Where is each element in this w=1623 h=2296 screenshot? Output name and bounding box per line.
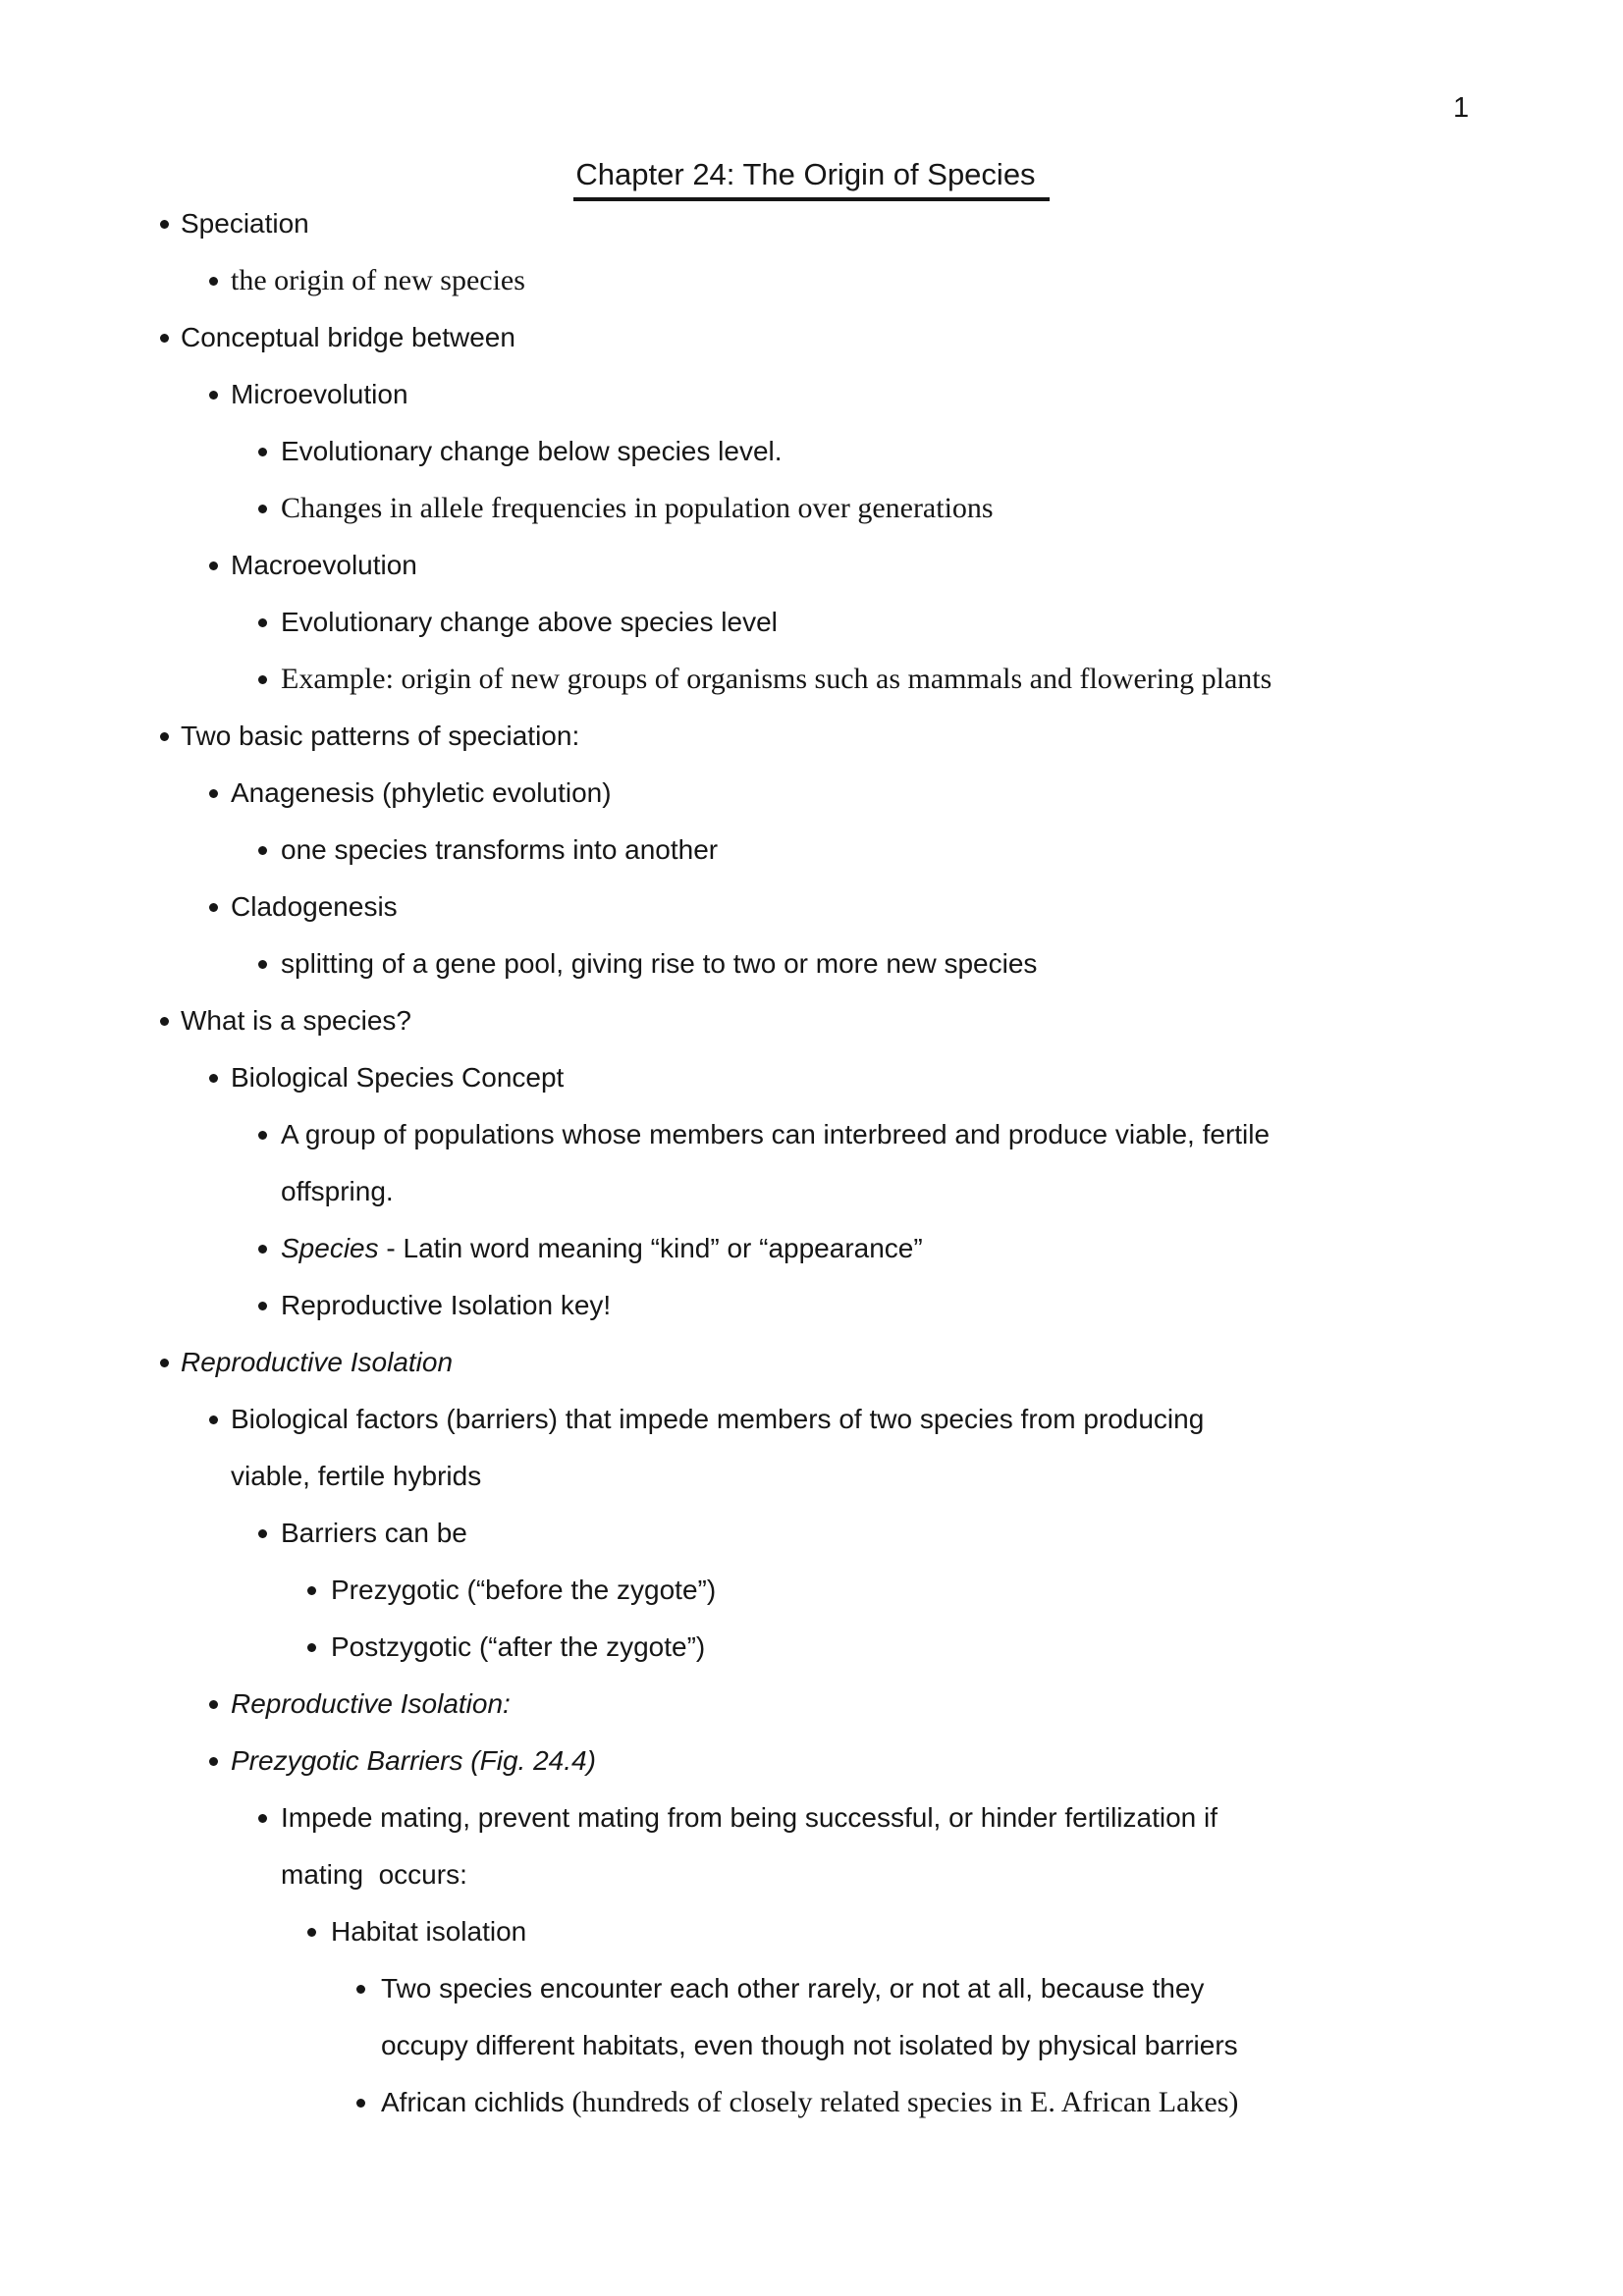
outline-line [281, 1846, 1623, 1903]
outline-item [0, 1049, 1623, 1106]
outline-text: Reproductive Isolation [181, 1347, 454, 1377]
page-title-text: Chapter 24: The Origin of Species [573, 157, 1049, 201]
bullet-icon [307, 1586, 316, 1595]
outline-line [181, 195, 1623, 252]
outline-line [331, 1619, 1623, 1676]
outline-text: mating occurs: [281, 1859, 467, 1890]
outline-item [0, 1277, 1623, 1334]
outline-item [0, 1676, 1623, 1733]
outline-text: one species transforms into another [281, 834, 719, 865]
outline-text: Microevolution [231, 379, 408, 409]
bullet-icon [209, 1757, 218, 1766]
outline-item [0, 1733, 1623, 1789]
outline-line [281, 822, 1623, 879]
bullet-icon [160, 334, 169, 343]
outline-item [0, 480, 1623, 537]
bullet-icon [209, 903, 218, 912]
outline-line [181, 1334, 1623, 1391]
outline-line [231, 252, 1623, 309]
outline-item [0, 1106, 1623, 1220]
outline-text: A group of populations whose members can interbreed and produce viable, fertile [281, 1119, 1271, 1149]
outline-line [231, 1733, 1623, 1789]
outline-item [0, 935, 1623, 992]
outline-text: Conceptual bridge between [181, 322, 515, 352]
outline-item [0, 651, 1623, 708]
outline-item [0, 1220, 1623, 1277]
outline-item [0, 879, 1623, 935]
bullet-icon [209, 277, 218, 286]
outline-line [231, 1448, 1623, 1505]
page-number: 1 [1453, 92, 1470, 124]
outline-line [281, 651, 1623, 708]
outline-item [0, 822, 1623, 879]
outline-text: Example: origin of new groups of organisms such as mammals and flowering plants [281, 663, 1272, 695]
outline-item [0, 594, 1623, 651]
outline-text: What is a species? [181, 1005, 411, 1036]
outline-line [381, 1960, 1623, 2017]
outline-line [181, 309, 1623, 366]
bullet-icon [258, 1302, 267, 1310]
outline-text: the origin of new species [231, 264, 525, 296]
outline-item [0, 992, 1623, 1049]
bullet-icon [258, 846, 267, 855]
outline-line [381, 2074, 1623, 2131]
outline-text: Reproductive Isolation key! [281, 1290, 612, 1320]
outline-text: Evolutionary change below species level. [281, 436, 783, 466]
outline-item [0, 1562, 1623, 1619]
outline-item [0, 1789, 1623, 1903]
outline-text: Macroevolution [231, 550, 417, 580]
bullet-icon [160, 732, 169, 741]
outline-item [0, 195, 1623, 252]
outline-item [0, 1391, 1623, 1505]
outline-item [0, 537, 1623, 594]
outline-line [181, 708, 1623, 765]
bullet-icon [209, 391, 218, 400]
outline-line [331, 1562, 1623, 1619]
bullet-icon [209, 561, 218, 570]
outline-line [231, 537, 1623, 594]
outline-text: offspring. [281, 1176, 394, 1206]
bullet-icon [258, 448, 267, 456]
outline-text: Changes in allele frequencies in population over generations [281, 492, 994, 524]
bullet-icon [258, 1131, 267, 1140]
bullet-icon [209, 1700, 218, 1709]
outline-line [281, 1106, 1623, 1163]
bullet-icon [209, 1415, 218, 1424]
outline-item [0, 309, 1623, 366]
outline-text: Species [281, 1233, 379, 1263]
outline-line [281, 480, 1623, 537]
outline-line [381, 2017, 1623, 2074]
bullet-icon [160, 1017, 169, 1026]
bullet-icon [258, 1529, 267, 1538]
outline-line [231, 1676, 1623, 1733]
outline-text: Impede mating, prevent mating from being successful, or hinder fertilization if [281, 1802, 1218, 1833]
outline-item [0, 366, 1623, 423]
outline-line [231, 1049, 1623, 1106]
bullet-icon [258, 960, 267, 969]
bullet-icon [160, 220, 169, 229]
outline-item [0, 708, 1623, 765]
outline-text: Evolutionary change above species level [281, 607, 778, 637]
bullet-icon [258, 1814, 267, 1823]
outline-item [0, 1960, 1623, 2074]
outline-line [181, 992, 1623, 1049]
outline-line [231, 765, 1623, 822]
outline-text: splitting of a gene pool, giving rise to two or more new species [281, 948, 1038, 979]
outline-text: Postzygotic (“after the zygote”) [331, 1631, 706, 1662]
bullet-icon [258, 1245, 267, 1254]
outline-list [0, 195, 1623, 2131]
outline-item [0, 1903, 1623, 1960]
bullet-icon [258, 618, 267, 627]
outline-item [0, 1619, 1623, 1676]
outline-text: Speciation [181, 208, 309, 239]
bullet-icon [307, 1643, 316, 1652]
outline-line [281, 1789, 1623, 1846]
bullet-icon [356, 2099, 365, 2108]
outline-text: viable, fertile hybrids [231, 1461, 482, 1491]
outline-text: Two basic patterns of speciation: [181, 721, 580, 751]
outline-text: Barriers can be [281, 1518, 467, 1548]
outline-line [231, 366, 1623, 423]
outline-line [231, 879, 1623, 935]
outline-text: Cladogenesis [231, 891, 398, 922]
bullet-icon [307, 1928, 316, 1937]
outline-text: Biological Species Concept [231, 1062, 565, 1093]
bullet-icon [209, 1074, 218, 1083]
outline-line [281, 1277, 1623, 1334]
outline-text: Two species encounter each other rarely, or not at all, because they [381, 1973, 1205, 2003]
outline-item [0, 765, 1623, 822]
outline-item [0, 423, 1623, 480]
bullet-icon [258, 505, 267, 513]
outline-item [0, 252, 1623, 309]
outline-text: occupy different habitats, even though not isolated by physical barriers [381, 2030, 1238, 2060]
outline-text: Anagenesis (phyletic evolution) [231, 777, 612, 808]
outline-text: - Latin word meaning “kind” or “appearance” [378, 1233, 923, 1263]
outline-line [281, 1220, 1623, 1277]
outline-item [0, 1505, 1623, 1562]
outline-line [231, 1391, 1623, 1448]
outline-text: (hundreds of closely related species in E. African Lakes) [571, 2086, 1239, 2118]
outline-line [281, 423, 1623, 480]
bullet-icon [209, 789, 218, 798]
outline-line [281, 935, 1623, 992]
outline-item [0, 2074, 1623, 2131]
outline-text: Prezygotic (“before the zygote”) [331, 1575, 717, 1605]
bullet-icon [356, 1985, 365, 1994]
outline-text: African cichlids [381, 2087, 572, 2117]
outline-line [281, 594, 1623, 651]
outline-text: Prezygotic Barriers (Fig. 24.4) [231, 1745, 596, 1776]
outline-text: Habitat isolation [331, 1916, 527, 1947]
outline-text: Reproductive Isolation: [231, 1688, 511, 1719]
bullet-icon [160, 1359, 169, 1367]
outline-text: Biological factors (barriers) that impede members of two species from producing [231, 1404, 1205, 1434]
bullet-icon [258, 675, 267, 684]
outline-line [281, 1505, 1623, 1562]
outline-line [281, 1163, 1623, 1220]
outline-line [331, 1903, 1623, 1960]
outline-item [0, 1334, 1623, 1391]
